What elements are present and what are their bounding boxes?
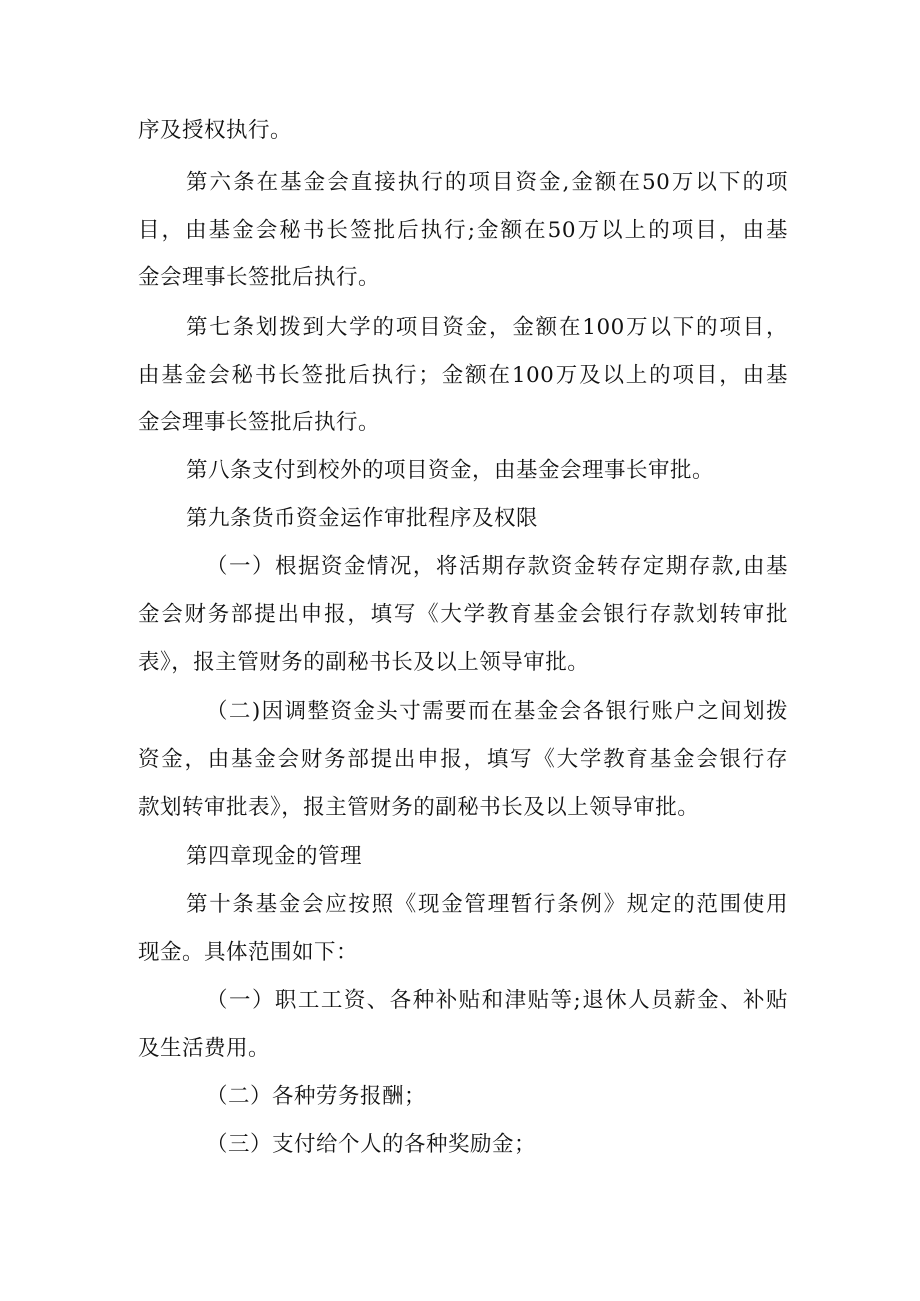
text-line: 表》，报主管财务的副秘书长及以上领导审批。: [138, 650, 590, 675]
article-8-line: 第八条支付到校外的项目资金，由基金会理事长审批。: [186, 458, 715, 483]
text-line: 金会理事长签批后执行。: [138, 410, 381, 435]
item-2-line: （二）各种劳务报酬；: [206, 1084, 427, 1109]
article-9-heading: 第九条货币资金运作审批程序及权限: [186, 506, 539, 531]
chapter-4-heading: 第四章现金的管理: [186, 844, 363, 869]
article-6-line: 第六条在基金会直接执行的项目资金,金额在50万以下的项: [186, 170, 788, 195]
text-line: 序及授权执行。: [138, 118, 293, 143]
text-line: 资金，由基金会财务部提出申报，填写《大学教育基金会银行存: [138, 747, 788, 772]
text-line: 金会理事长签批后执行。: [138, 265, 381, 290]
text-line: 款划转审批表》，报主管财务的副秘书长及以上领导审批。: [138, 795, 700, 820]
article-7-line: 第七条划拨到大学的项目资金，金额在100万以下的项目，: [186, 315, 788, 340]
article-10-line: 第十条基金会应按照《现金管理暂行条例》规定的范围使用: [186, 892, 788, 917]
text-line: 目，由基金会秘书长签批后执行;金额在50万以上的项目，由基: [138, 218, 788, 243]
item-3-line: （三）支付给个人的各种奖励金；: [206, 1132, 537, 1157]
item-1-line: （一）职工工资、各种补贴和津贴等;退休人员薪金、补贴: [206, 988, 788, 1013]
text-line: 现金。具体范围如下：: [138, 940, 359, 965]
text-line: 由基金会秘书长签批后执行；金额在100万及以上的项目，由基: [138, 363, 788, 388]
text-line: 及生活费用。: [138, 1036, 271, 1061]
text-line: 金会财务部提出申报，填写《大学教育基金会银行存款划转审批: [138, 602, 788, 627]
clause-1-line: （一）根据资金情况，将活期存款资金转存定期存款,由基: [206, 554, 788, 579]
clause-2-line: （二)因调整资金头寸需要而在基金会各银行账户之间划拨: [206, 699, 788, 724]
